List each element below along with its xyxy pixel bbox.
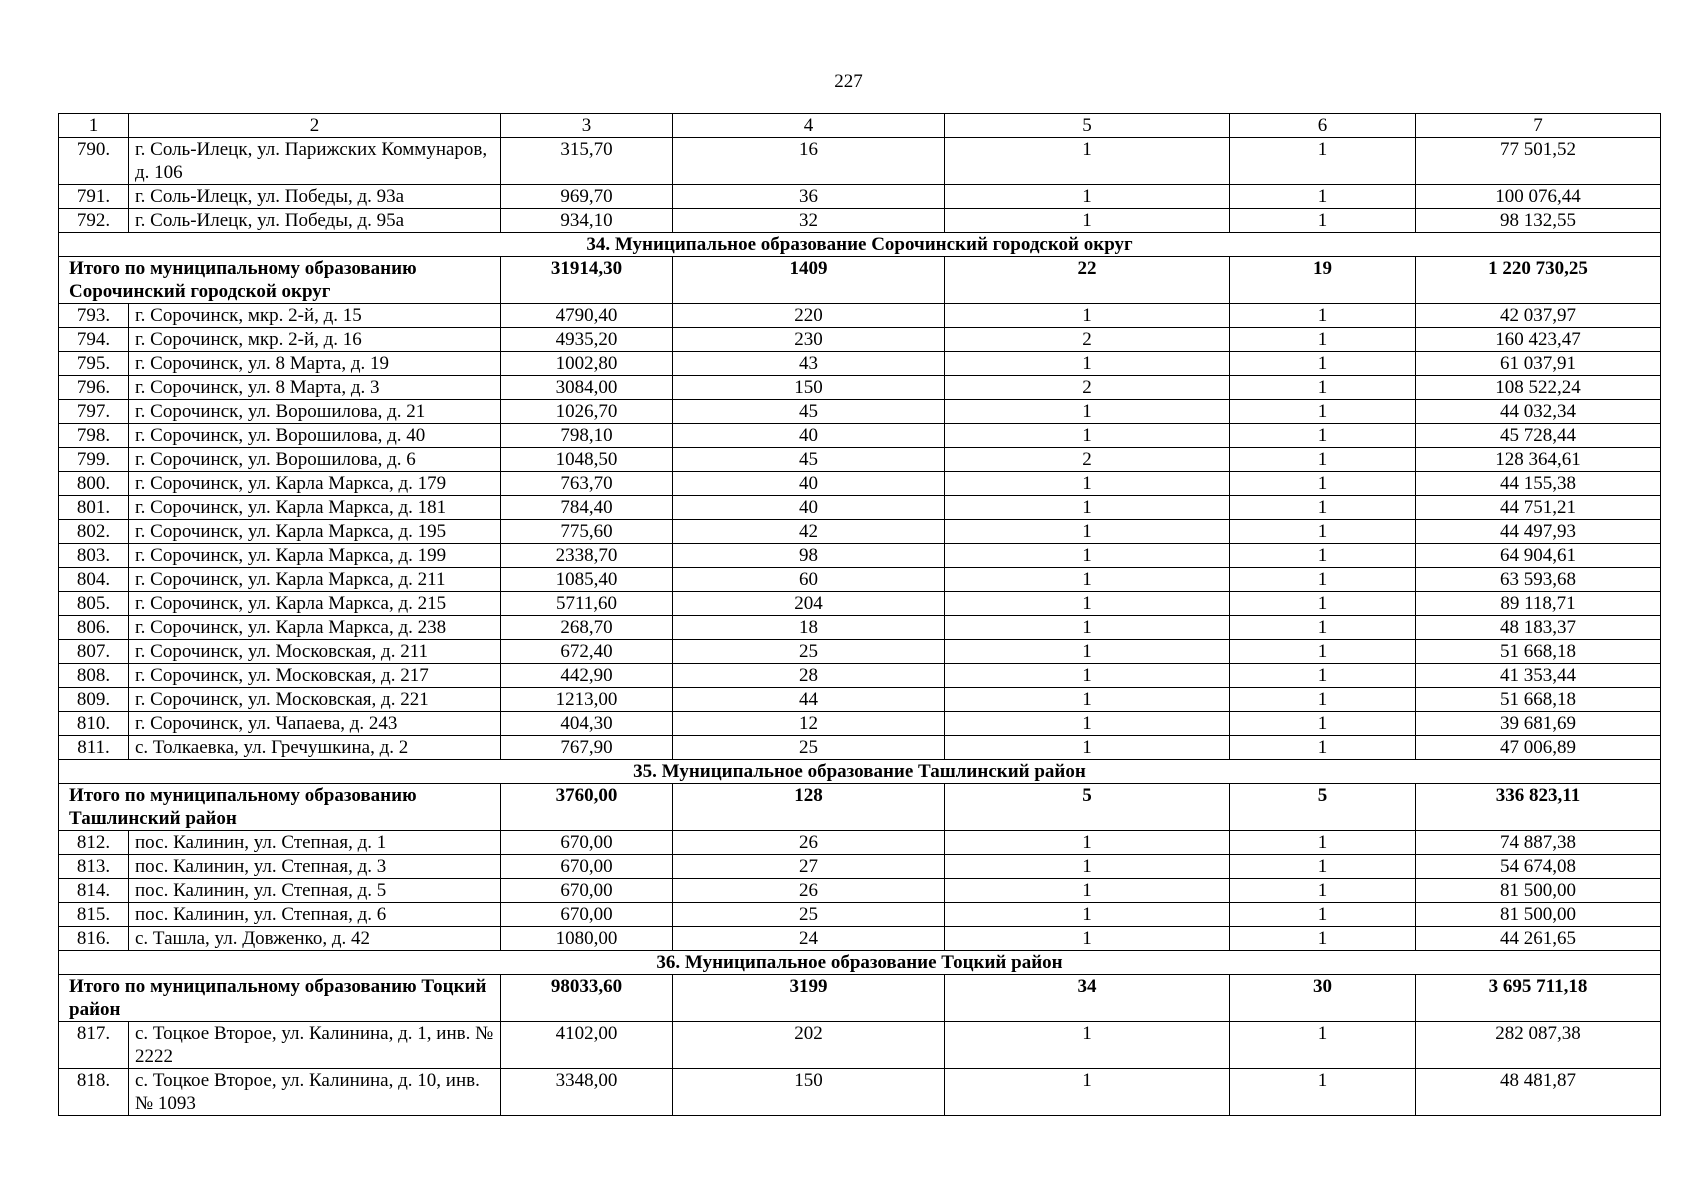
- total-area-cell: 31914,30: [501, 257, 673, 304]
- address-cell: с. Толкаевка, ул. Гречушкина, д. 2: [129, 736, 501, 760]
- row-number: 816.: [59, 927, 129, 951]
- table-row: [59, 544, 1661, 568]
- area-cell: 1026,70: [501, 400, 673, 424]
- col5-cell: 2: [945, 448, 1230, 472]
- amount-cell: 108 522,24: [1416, 376, 1661, 400]
- col4-cell: 28: [673, 664, 945, 688]
- amount-cell: 51 668,18: [1416, 640, 1661, 664]
- row-number: 799.: [59, 448, 129, 472]
- address-cell: г. Сорочинск, ул. Карла Маркса, д. 199: [129, 544, 501, 568]
- address-cell: г. Сорочинск, ул. Ворошилова, д. 6: [129, 448, 501, 472]
- total-col6-cell: 19: [1230, 257, 1416, 304]
- col4-cell: 98: [673, 544, 945, 568]
- col4-cell: 16: [673, 138, 945, 185]
- col4-cell: 43: [673, 352, 945, 376]
- amount-cell: 48 481,87: [1416, 1069, 1661, 1116]
- area-cell: 934,10: [501, 209, 673, 233]
- address-cell: пос. Калинин, ул. Степная, д. 6: [129, 903, 501, 927]
- amount-cell: 160 423,47: [1416, 328, 1661, 352]
- area-cell: 3348,00: [501, 1069, 673, 1116]
- total-col5-cell: 34: [945, 975, 1230, 1022]
- col5-cell: 1: [945, 209, 1230, 233]
- col4-cell: 18: [673, 616, 945, 640]
- col6-cell: 1: [1230, 664, 1416, 688]
- col6-cell: 1: [1230, 592, 1416, 616]
- col5-cell: 1: [945, 400, 1230, 424]
- col6-cell: 1: [1230, 616, 1416, 640]
- total-row: [59, 257, 1661, 304]
- amount-cell: 89 118,71: [1416, 592, 1661, 616]
- col6-cell: 1: [1230, 640, 1416, 664]
- address-cell: г. Соль-Илецк, ул. Победы, д. 93а: [129, 185, 501, 209]
- address-cell: г. Соль-Илецк, ул. Парижских Коммунаров, д. 106: [129, 138, 501, 185]
- col4-cell: 44: [673, 688, 945, 712]
- section-row: [59, 760, 1661, 784]
- col6-cell: 1: [1230, 520, 1416, 544]
- table-row: [59, 879, 1661, 903]
- header-cell: 3: [501, 114, 673, 138]
- amount-cell: 61 037,91: [1416, 352, 1661, 376]
- page-number: 227: [834, 71, 863, 92]
- table-row: [59, 352, 1661, 376]
- col4-cell: 32: [673, 209, 945, 233]
- col6-cell: 1: [1230, 903, 1416, 927]
- col6-cell: 1: [1230, 855, 1416, 879]
- col5-cell: 1: [945, 544, 1230, 568]
- col6-cell: 1: [1230, 544, 1416, 568]
- row-number: 798.: [59, 424, 129, 448]
- address-cell: г. Сорочинск, ул. Московская, д. 221: [129, 688, 501, 712]
- table-row: [59, 903, 1661, 927]
- amount-cell: 39 681,69: [1416, 712, 1661, 736]
- area-cell: 4102,00: [501, 1022, 673, 1069]
- area-cell: 672,40: [501, 640, 673, 664]
- area-cell: 763,70: [501, 472, 673, 496]
- row-number: 815.: [59, 903, 129, 927]
- amount-cell: 42 037,97: [1416, 304, 1661, 328]
- col4-cell: 45: [673, 400, 945, 424]
- amount-cell: 44 155,38: [1416, 472, 1661, 496]
- col4-cell: 24: [673, 927, 945, 951]
- address-cell: пос. Калинин, ул. Степная, д. 3: [129, 855, 501, 879]
- amount-cell: 47 006,89: [1416, 736, 1661, 760]
- total-row: [59, 975, 1661, 1022]
- row-number: 813.: [59, 855, 129, 879]
- section-row: [59, 233, 1661, 257]
- table-row: [59, 185, 1661, 209]
- header-row: [59, 114, 1661, 138]
- row-number: 795.: [59, 352, 129, 376]
- table-row: [59, 448, 1661, 472]
- area-cell: 670,00: [501, 855, 673, 879]
- total-label: Итого по муниципальному образованию Ташлинский район: [59, 784, 501, 831]
- section-title: 35. Муниципальное образование Ташлинский район: [59, 760, 1661, 784]
- col6-cell: 1: [1230, 352, 1416, 376]
- address-cell: г. Сорочинск, ул. Карла Маркса, д. 238: [129, 616, 501, 640]
- col6-cell: 1: [1230, 568, 1416, 592]
- col4-cell: 12: [673, 712, 945, 736]
- table-body: [59, 114, 1661, 1116]
- col4-cell: 40: [673, 424, 945, 448]
- address-cell: г. Сорочинск, ул. Карла Маркса, д. 179: [129, 472, 501, 496]
- col5-cell: 1: [945, 616, 1230, 640]
- col6-cell: 1: [1230, 209, 1416, 233]
- address-cell: г. Сорочинск, ул. Карла Маркса, д. 181: [129, 496, 501, 520]
- area-cell: 315,70: [501, 138, 673, 185]
- col5-cell: 1: [945, 352, 1230, 376]
- row-number: 804.: [59, 568, 129, 592]
- amount-cell: 45 728,44: [1416, 424, 1661, 448]
- area-cell: 1085,40: [501, 568, 673, 592]
- col6-cell: 1: [1230, 1069, 1416, 1116]
- total-amount-cell: 3 695 711,18: [1416, 975, 1661, 1022]
- row-number: 817.: [59, 1022, 129, 1069]
- total-row: [59, 784, 1661, 831]
- table-row: [59, 688, 1661, 712]
- total-area-cell: 3760,00: [501, 784, 673, 831]
- col5-cell: 1: [945, 472, 1230, 496]
- col5-cell: 1: [945, 568, 1230, 592]
- row-number: 791.: [59, 185, 129, 209]
- area-cell: 442,90: [501, 664, 673, 688]
- col4-cell: 60: [673, 568, 945, 592]
- table-row: [59, 304, 1661, 328]
- address-cell: г. Сорочинск, ул. Чапаева, д. 243: [129, 712, 501, 736]
- table-row: [59, 209, 1661, 233]
- col6-cell: 1: [1230, 879, 1416, 903]
- row-number: 800.: [59, 472, 129, 496]
- col6-cell: 1: [1230, 688, 1416, 712]
- col5-cell: 1: [945, 855, 1230, 879]
- address-cell: г. Сорочинск, ул. Карла Маркса, д. 195: [129, 520, 501, 544]
- col6-cell: 1: [1230, 712, 1416, 736]
- address-cell: г. Сорочинск, мкр. 2-й, д. 16: [129, 328, 501, 352]
- col6-cell: 1: [1230, 496, 1416, 520]
- col5-cell: 1: [945, 736, 1230, 760]
- col4-cell: 220: [673, 304, 945, 328]
- col5-cell: 1: [945, 1069, 1230, 1116]
- col6-cell: 1: [1230, 328, 1416, 352]
- table-row: [59, 472, 1661, 496]
- total-col4-cell: 3199: [673, 975, 945, 1022]
- col5-cell: 1: [945, 424, 1230, 448]
- col4-cell: 204: [673, 592, 945, 616]
- header-cell: 1: [59, 114, 129, 138]
- row-number: 792.: [59, 209, 129, 233]
- col4-cell: 26: [673, 879, 945, 903]
- col5-cell: 1: [945, 138, 1230, 185]
- total-label: Итого по муниципальному образованию Сорочинский городской округ: [59, 257, 501, 304]
- area-cell: 767,90: [501, 736, 673, 760]
- area-cell: 4935,20: [501, 328, 673, 352]
- total-area-cell: 98033,60: [501, 975, 673, 1022]
- total-col5-cell: 22: [945, 257, 1230, 304]
- col5-cell: 1: [945, 592, 1230, 616]
- col4-cell: 150: [673, 1069, 945, 1116]
- area-cell: 775,60: [501, 520, 673, 544]
- row-number: 797.: [59, 400, 129, 424]
- row-number: 811.: [59, 736, 129, 760]
- row-number: 790.: [59, 138, 129, 185]
- address-cell: с. Тоцкое Второе, ул. Калинина, д. 10, инв. № 1093: [129, 1069, 501, 1116]
- area-cell: 268,70: [501, 616, 673, 640]
- col6-cell: 1: [1230, 1022, 1416, 1069]
- table-row: [59, 927, 1661, 951]
- data-table: [58, 113, 1661, 1116]
- amount-cell: 48 183,37: [1416, 616, 1661, 640]
- address-cell: пос. Калинин, ул. Степная, д. 1: [129, 831, 501, 855]
- table-row: [59, 664, 1661, 688]
- col5-cell: 1: [945, 1022, 1230, 1069]
- total-col6-cell: 5: [1230, 784, 1416, 831]
- amount-cell: 51 668,18: [1416, 688, 1661, 712]
- amount-cell: 41 353,44: [1416, 664, 1661, 688]
- row-number: 801.: [59, 496, 129, 520]
- row-number: 805.: [59, 592, 129, 616]
- table-row: [59, 1069, 1661, 1116]
- row-number: 806.: [59, 616, 129, 640]
- col5-cell: 1: [945, 640, 1230, 664]
- col5-cell: 1: [945, 185, 1230, 209]
- col5-cell: 2: [945, 376, 1230, 400]
- col5-cell: 1: [945, 831, 1230, 855]
- total-label: Итого по муниципальному образованию Тоцкий район: [59, 975, 501, 1022]
- row-number: 810.: [59, 712, 129, 736]
- col6-cell: 1: [1230, 424, 1416, 448]
- address-cell: г. Сорочинск, ул. Московская, д. 211: [129, 640, 501, 664]
- area-cell: 798,10: [501, 424, 673, 448]
- address-cell: г. Соль-Илецк, ул. Победы, д. 95а: [129, 209, 501, 233]
- amount-cell: 100 076,44: [1416, 185, 1661, 209]
- amount-cell: 81 500,00: [1416, 879, 1661, 903]
- row-number: 796.: [59, 376, 129, 400]
- col4-cell: 25: [673, 736, 945, 760]
- area-cell: 2338,70: [501, 544, 673, 568]
- table-row: [59, 400, 1661, 424]
- col5-cell: 1: [945, 712, 1230, 736]
- area-cell: 969,70: [501, 185, 673, 209]
- area-cell: 670,00: [501, 903, 673, 927]
- total-amount-cell: 336 823,11: [1416, 784, 1661, 831]
- table-row: [59, 831, 1661, 855]
- header-cell: 4: [673, 114, 945, 138]
- col5-cell: 1: [945, 903, 1230, 927]
- col4-cell: 42: [673, 520, 945, 544]
- col5-cell: 1: [945, 496, 1230, 520]
- row-number: 803.: [59, 544, 129, 568]
- col6-cell: 1: [1230, 304, 1416, 328]
- table-row: [59, 855, 1661, 879]
- total-amount-cell: 1 220 730,25: [1416, 257, 1661, 304]
- address-cell: пос. Калинин, ул. Степная, д. 5: [129, 879, 501, 903]
- col4-cell: 150: [673, 376, 945, 400]
- table-row: [59, 496, 1661, 520]
- header-cell: 6: [1230, 114, 1416, 138]
- table-row: [59, 568, 1661, 592]
- address-cell: г. Сорочинск, ул. Карла Маркса, д. 215: [129, 592, 501, 616]
- col5-cell: 1: [945, 520, 1230, 544]
- col4-cell: 40: [673, 496, 945, 520]
- address-cell: г. Сорочинск, мкр. 2-й, д. 15: [129, 304, 501, 328]
- amount-cell: 44 261,65: [1416, 927, 1661, 951]
- header-cell: 7: [1416, 114, 1661, 138]
- amount-cell: 44 751,21: [1416, 496, 1661, 520]
- table-row: [59, 592, 1661, 616]
- area-cell: 784,40: [501, 496, 673, 520]
- table-row: [59, 520, 1661, 544]
- table-row: [59, 616, 1661, 640]
- col6-cell: 1: [1230, 927, 1416, 951]
- table-row: [59, 328, 1661, 352]
- address-cell: г. Сорочинск, ул. Московская, д. 217: [129, 664, 501, 688]
- amount-cell: 74 887,38: [1416, 831, 1661, 855]
- row-number: 802.: [59, 520, 129, 544]
- row-number: 794.: [59, 328, 129, 352]
- col4-cell: 25: [673, 903, 945, 927]
- col5-cell: 1: [945, 688, 1230, 712]
- area-cell: 670,00: [501, 879, 673, 903]
- amount-cell: 44 032,34: [1416, 400, 1661, 424]
- col4-cell: 25: [673, 640, 945, 664]
- col4-cell: 36: [673, 185, 945, 209]
- row-number: 814.: [59, 879, 129, 903]
- table-row: [59, 1022, 1661, 1069]
- row-number: 808.: [59, 664, 129, 688]
- total-col5-cell: 5: [945, 784, 1230, 831]
- col6-cell: 1: [1230, 831, 1416, 855]
- area-cell: 1080,00: [501, 927, 673, 951]
- address-cell: г. Сорочинск, ул. 8 Марта, д. 19: [129, 352, 501, 376]
- section-row: [59, 951, 1661, 975]
- area-cell: 670,00: [501, 831, 673, 855]
- table-row: [59, 138, 1661, 185]
- address-cell: с. Тоцкое Второе, ул. Калинина, д. 1, инв. № 2222: [129, 1022, 501, 1069]
- col5-cell: 1: [945, 664, 1230, 688]
- section-title: 36. Муниципальное образование Тоцкий район: [59, 951, 1661, 975]
- col4-cell: 202: [673, 1022, 945, 1069]
- row-number: 809.: [59, 688, 129, 712]
- table-row: [59, 640, 1661, 664]
- header-cell: 2: [129, 114, 501, 138]
- col4-cell: 40: [673, 472, 945, 496]
- amount-cell: 81 500,00: [1416, 903, 1661, 927]
- area-cell: 1213,00: [501, 688, 673, 712]
- col6-cell: 1: [1230, 400, 1416, 424]
- col6-cell: 1: [1230, 736, 1416, 760]
- area-cell: 1048,50: [501, 448, 673, 472]
- col5-cell: 1: [945, 304, 1230, 328]
- col5-cell: 2: [945, 328, 1230, 352]
- col6-cell: 1: [1230, 472, 1416, 496]
- area-cell: 5711,60: [501, 592, 673, 616]
- row-number: 818.: [59, 1069, 129, 1116]
- area-cell: 1002,80: [501, 352, 673, 376]
- address-cell: г. Сорочинск, ул. Карла Маркса, д. 211: [129, 568, 501, 592]
- col5-cell: 1: [945, 927, 1230, 951]
- col6-cell: 1: [1230, 448, 1416, 472]
- col5-cell: 1: [945, 879, 1230, 903]
- col6-cell: 1: [1230, 376, 1416, 400]
- address-cell: г. Сорочинск, ул. 8 Марта, д. 3: [129, 376, 501, 400]
- address-cell: с. Ташла, ул. Довженко, д. 42: [129, 927, 501, 951]
- amount-cell: 282 087,38: [1416, 1022, 1661, 1069]
- area-cell: 3084,00: [501, 376, 673, 400]
- area-cell: 4790,40: [501, 304, 673, 328]
- col4-cell: 27: [673, 855, 945, 879]
- area-cell: 404,30: [501, 712, 673, 736]
- amount-cell: 63 593,68: [1416, 568, 1661, 592]
- row-number: 812.: [59, 831, 129, 855]
- table-row: [59, 376, 1661, 400]
- section-title: 34. Муниципальное образование Сорочинский городской округ: [59, 233, 1661, 257]
- row-number: 807.: [59, 640, 129, 664]
- col4-cell: 26: [673, 831, 945, 855]
- amount-cell: 77 501,52: [1416, 138, 1661, 185]
- amount-cell: 54 674,08: [1416, 855, 1661, 879]
- address-cell: г. Сорочинск, ул. Ворошилова, д. 21: [129, 400, 501, 424]
- col4-cell: 45: [673, 448, 945, 472]
- header-cell: 5: [945, 114, 1230, 138]
- total-col4-cell: 1409: [673, 257, 945, 304]
- total-col4-cell: 128: [673, 784, 945, 831]
- col4-cell: 230: [673, 328, 945, 352]
- total-col6-cell: 30: [1230, 975, 1416, 1022]
- amount-cell: 44 497,93: [1416, 520, 1661, 544]
- row-number: 793.: [59, 304, 129, 328]
- amount-cell: 98 132,55: [1416, 209, 1661, 233]
- table-row: [59, 736, 1661, 760]
- address-cell: г. Сорочинск, ул. Ворошилова, д. 40: [129, 424, 501, 448]
- amount-cell: 64 904,61: [1416, 544, 1661, 568]
- table-row: [59, 712, 1661, 736]
- table-row: [59, 424, 1661, 448]
- col6-cell: 1: [1230, 185, 1416, 209]
- amount-cell: 128 364,61: [1416, 448, 1661, 472]
- col6-cell: 1: [1230, 138, 1416, 185]
